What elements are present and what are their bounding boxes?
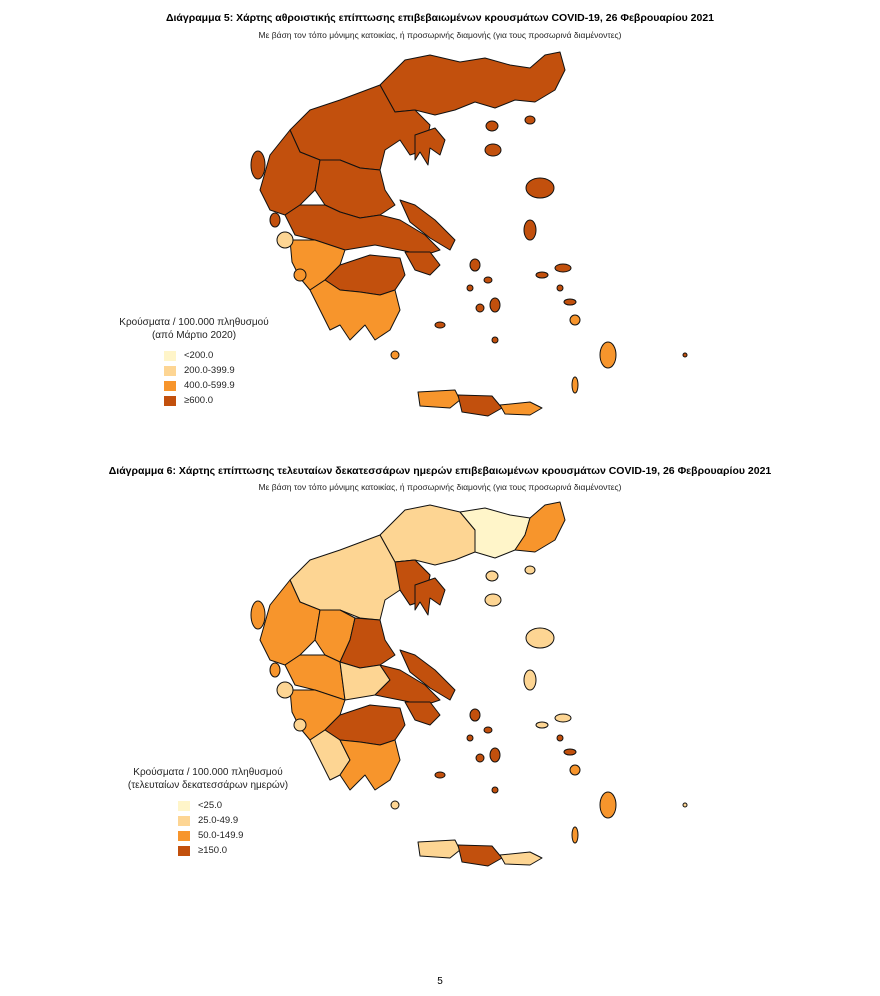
diagram6-subtitle: Με βάση τον τόπο μόνιμης κατοικίας, ή προσωρινής διαμονής (για τους προσωρινά διαμένοντες)	[258, 482, 622, 492]
diagram5-legend	[108, 316, 280, 408]
legend-item	[178, 798, 308, 813]
legend-item	[164, 393, 280, 408]
island-kalymnos	[570, 765, 580, 775]
legend-item	[178, 813, 308, 828]
legend-label: <25.0	[198, 800, 223, 811]
diagram5-subtitle: Με βάση τον τόπο μόνιμης κατοικίας, ή προσωρινής διαμονής (για τους προσωρινά διαμένοντες)	[258, 30, 622, 40]
island-tinos	[484, 277, 492, 283]
island-thasos	[486, 121, 498, 131]
diagram5-legend-title-line2: (από Μάρτιο 2020)	[151, 330, 237, 341]
region-crete-east	[500, 402, 542, 415]
legend-item	[164, 363, 280, 378]
region-crete-east	[500, 852, 542, 865]
island-kalymnos	[570, 315, 580, 325]
island-andros	[470, 709, 480, 721]
island-samothraki	[525, 116, 535, 124]
island-paros	[476, 754, 484, 762]
island-kefalonia	[277, 682, 293, 698]
island-corfu	[251, 151, 265, 179]
diagram6-title: Διάγραμμα 6: Χάρτης επίπτωσης τελευταίων δεκατεσσάρων ημερών επιβεβαιωμένων κρουσμάτων COVID-19, 26 Φεβρουαρίου 2021	[108, 465, 772, 477]
island-lesvos	[526, 178, 554, 198]
island-zakynthos	[294, 719, 306, 731]
island-tinos	[484, 727, 492, 733]
legend-label: <200.0	[184, 350, 214, 361]
island-ikaria	[536, 722, 548, 728]
island-zakynthos	[294, 269, 306, 281]
legend-swatch	[178, 816, 190, 826]
region-chalkidiki	[415, 578, 445, 615]
island-kos	[564, 299, 576, 305]
island-karpathos	[572, 377, 578, 393]
legend-label: 400.0-599.9	[184, 380, 235, 391]
legend-item	[178, 843, 308, 858]
island-karpathos	[572, 827, 578, 843]
region-crete-center	[458, 395, 502, 416]
legend-swatch	[164, 366, 176, 376]
island-syros	[467, 735, 473, 741]
island-limnos	[485, 144, 501, 156]
island-leros	[557, 285, 563, 291]
legend-item	[164, 378, 280, 393]
island-andros	[470, 259, 480, 271]
island-corfu	[251, 601, 265, 629]
region-crete-center	[458, 845, 502, 866]
island-naxos	[490, 298, 500, 312]
legend-swatch	[164, 381, 176, 391]
legend-label: 200.0-399.9	[184, 365, 235, 376]
diagram6-legend-title-line2: (τελευταίων δεκατεσσάρων ημερών)	[127, 780, 289, 791]
diagram5-choropleth-map	[230, 40, 690, 440]
legend-swatch	[178, 801, 190, 811]
region-crete-west	[418, 840, 460, 858]
island-limnos	[485, 594, 501, 606]
island-lesvos	[526, 628, 554, 648]
region-crete-west	[418, 390, 460, 408]
diagram6-legend	[108, 766, 308, 858]
island-chios	[524, 220, 536, 240]
region-chalkidiki	[415, 128, 445, 165]
island-santorini	[492, 787, 498, 793]
island-kefalonia	[277, 232, 293, 248]
legend-label: 50.0-149.9	[198, 830, 244, 841]
island-rhodes	[600, 342, 616, 368]
legend-item	[178, 828, 308, 843]
legend-swatch	[164, 396, 176, 406]
diagram5-title: Διάγραμμα 5: Χάρτης αθροιστικής επίπτωσης επιβεβαιωμένων κρουσμάτων COVID-19, 26 Φεβρουαρίου 2021	[165, 12, 715, 24]
legend-label: ≥600.0	[184, 395, 213, 406]
island-milos	[435, 772, 445, 778]
island-samothraki	[525, 566, 535, 574]
island-lefkada	[270, 213, 280, 227]
region-thrace	[380, 52, 565, 115]
legend-swatch	[164, 351, 176, 361]
island-kythira	[391, 351, 399, 359]
island-kythira	[391, 801, 399, 809]
island-thasos	[486, 571, 498, 581]
legend-label: ≥150.0	[198, 845, 227, 856]
island-samos	[555, 714, 571, 722]
island-milos	[435, 322, 445, 328]
island-lefkada	[270, 663, 280, 677]
island-leros	[557, 735, 563, 741]
island-ikaria	[536, 272, 548, 278]
island-naxos	[490, 748, 500, 762]
legend-swatch	[178, 831, 190, 841]
region-thrace-west	[380, 505, 475, 565]
region-peloponnese-southeast	[340, 740, 400, 790]
island-paros	[476, 304, 484, 312]
legend-label: 25.0-49.9	[198, 815, 239, 826]
island-syros	[467, 285, 473, 291]
island-chios	[524, 670, 536, 690]
legend-item	[164, 348, 280, 363]
island-kastellorizo	[683, 803, 687, 807]
region-attica	[405, 252, 440, 275]
island-samos	[555, 264, 571, 272]
diagram6-legend-title-line1: Κρούσματα / 100.000 πληθυσμού	[133, 767, 283, 778]
island-kos	[564, 749, 576, 755]
region-attica	[405, 702, 440, 725]
island-rhodes	[600, 792, 616, 818]
island-kastellorizo	[683, 353, 687, 357]
page-number: 5	[437, 976, 443, 987]
island-santorini	[492, 337, 498, 343]
legend-swatch	[178, 846, 190, 856]
diagram5-legend-title-line1: Κρούσματα / 100.000 πληθυσμού	[119, 317, 269, 328]
